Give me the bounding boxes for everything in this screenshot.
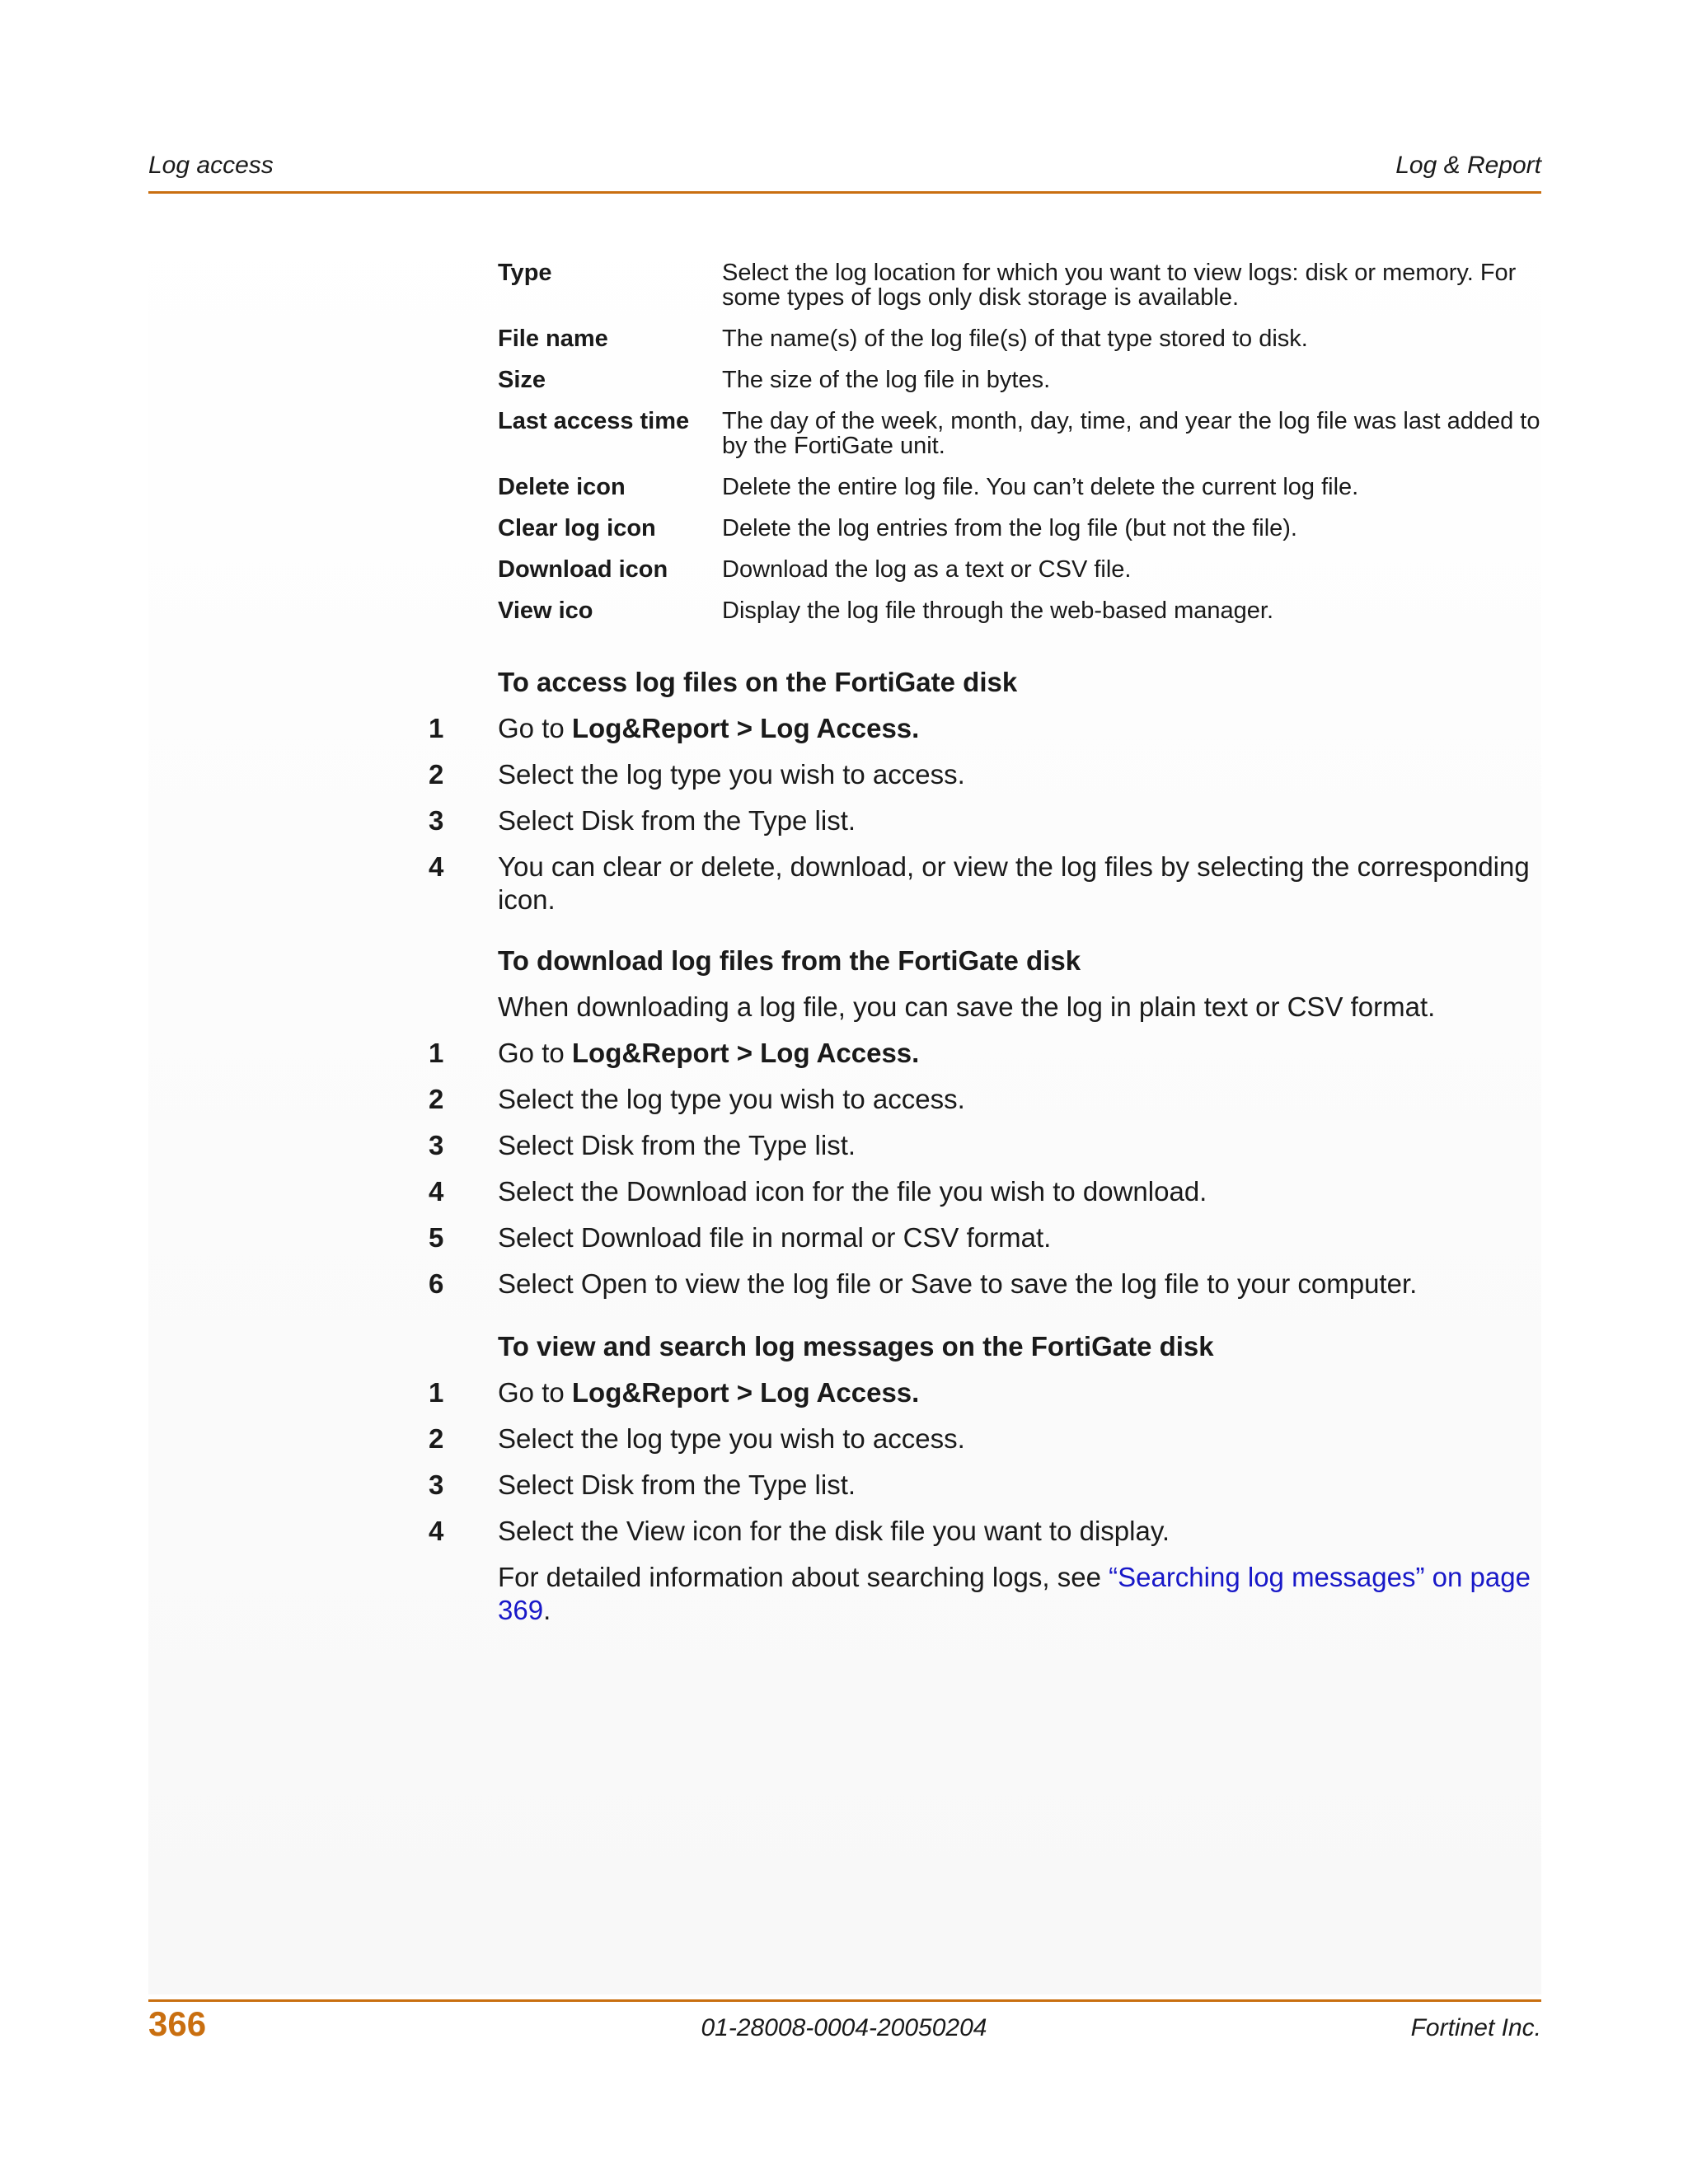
- step-text-prefix: Go to: [498, 713, 572, 743]
- definition-row: [498, 475, 1543, 516]
- footer-rule: [148, 1999, 1541, 2002]
- step-text: Select the log type you wish to access.: [498, 1423, 965, 1454]
- step-item: [429, 1037, 1545, 1070]
- definition-term: Size: [498, 367, 546, 393]
- step-text: Select Disk from the Type list.: [498, 1130, 856, 1160]
- menu-path: Log&Report > Log Access.: [571, 1377, 920, 1408]
- definition-desc: Display the log file through the web-based manager.: [722, 598, 1274, 624]
- step-number: 6: [429, 1268, 444, 1299]
- definition-desc: Delete the log entries from the log file (but not the file).: [722, 515, 1297, 541]
- definition-row: [498, 598, 1543, 640]
- step-item: [429, 758, 1545, 791]
- step-item: [429, 851, 1545, 916]
- definition-term: Download icon: [498, 556, 668, 583]
- step-item: [429, 1083, 1545, 1116]
- step-text: Select Open to view the log file or Save to save the log file to your computer.: [498, 1268, 1418, 1299]
- step-number: 2: [429, 1084, 444, 1114]
- definition-term: Clear log icon: [498, 515, 656, 541]
- definition-row: [498, 326, 1543, 368]
- header-section-title: Log access: [148, 152, 274, 179]
- document-id: 01-28008-0004-20050204: [701, 2014, 987, 2041]
- step-text: Select Disk from the Type list.: [498, 1469, 856, 1500]
- step-text-prefix: Go to: [498, 1038, 572, 1068]
- step-number: 1: [429, 713, 444, 743]
- definition-term: View ico: [498, 598, 593, 624]
- step-number: 4: [429, 1176, 444, 1207]
- company-name: Fortinet Inc.: [1410, 2014, 1541, 2041]
- definition-row: [498, 557, 1543, 598]
- definition-desc: Select the log location for which you want to view logs: disk or memory. For some types of logs only disk storage is available.: [722, 260, 1517, 311]
- step-text-prefix: Go to: [498, 1377, 572, 1408]
- section-heading-view-search: To view and search log messages on the FortiGate disk: [498, 1331, 1214, 1361]
- section-heading-access: To access log files on the FortiGate disk: [498, 667, 1018, 697]
- definition-desc: Download the log as a text or CSV file.: [722, 556, 1132, 583]
- menu-path: Log&Report > Log Access.: [571, 713, 920, 743]
- step-number: 3: [429, 1469, 444, 1500]
- note-suffix: .: [543, 1595, 551, 1625]
- step-item: [429, 1268, 1545, 1301]
- definition-desc: The size of the log file in bytes.: [722, 367, 1051, 393]
- step-text: Select Download file in normal or CSV format.: [498, 1222, 1052, 1253]
- step-text: [498, 1376, 1545, 1409]
- step-number: 3: [429, 805, 444, 836]
- step-number: 4: [429, 1516, 444, 1546]
- menu-path: Log&Report > Log Access.: [571, 1038, 920, 1068]
- definition-desc: The name(s) of the log file(s) of that type stored to disk.: [722, 326, 1308, 352]
- step-text: Select Disk from the Type list.: [498, 805, 856, 836]
- step-item: [429, 1422, 1545, 1455]
- header-chapter-title: Log & Report: [1395, 152, 1541, 179]
- step-number: 2: [429, 1423, 444, 1454]
- section-intro: When downloading a log file, you can save the log in plain text or CSV format.: [498, 991, 1436, 1022]
- definition-term: Delete icon: [498, 474, 626, 500]
- header-rule: [148, 191, 1541, 194]
- step-item: [429, 1175, 1545, 1208]
- step-item: [429, 1129, 1545, 1162]
- step-item: [429, 1376, 1545, 1409]
- page-number: 366: [148, 2004, 207, 2043]
- cross-reference-link[interactable]: “Searching log messages” on page 369: [498, 1562, 1531, 1625]
- definition-row: [498, 368, 1543, 409]
- note-prefix: For detailed information about searching logs, see: [498, 1562, 1109, 1592]
- step-text: Select the Download icon for the file you wish to download.: [498, 1176, 1207, 1207]
- step-number: 5: [429, 1222, 444, 1253]
- step-number: 1: [429, 1038, 444, 1068]
- definition-row: [498, 516, 1543, 557]
- step-text: Select the log type you wish to access.: [498, 1084, 965, 1114]
- step-number: 4: [429, 851, 444, 882]
- definitions-table: [498, 260, 1543, 640]
- step-number: 1: [429, 1377, 444, 1408]
- cross-reference-note: [498, 1561, 1545, 1627]
- step-text: Select the log type you wish to access.: [498, 759, 965, 790]
- step-number: 2: [429, 759, 444, 790]
- definition-term: File name: [498, 326, 608, 352]
- section-heading-download: To download log files from the FortiGate disk: [498, 945, 1081, 976]
- step-text: [498, 1037, 1545, 1070]
- definition-term: Type: [498, 260, 552, 286]
- step-item: [429, 1515, 1545, 1548]
- definition-term: Last access time: [498, 408, 690, 434]
- definition-row: [498, 260, 1543, 326]
- definition-desc: The day of the week, month, day, time, and year the log file was last added to by the FortiGate unit.: [722, 408, 1540, 459]
- step-number: 3: [429, 1130, 444, 1160]
- definition-row: [498, 409, 1543, 475]
- definition-desc: Delete the entire log file. You can’t delete the current log file.: [722, 474, 1359, 500]
- step-item: [429, 1221, 1545, 1254]
- step-text: You can clear or delete, download, or view the log files by selecting the corresponding icon.: [498, 851, 1530, 915]
- step-text: Select the View icon for the disk file you want to display.: [498, 1516, 1170, 1546]
- step-item: [429, 804, 1545, 837]
- step-item: [429, 1469, 1545, 1502]
- step-text: [498, 712, 1545, 745]
- step-item: [429, 712, 1545, 745]
